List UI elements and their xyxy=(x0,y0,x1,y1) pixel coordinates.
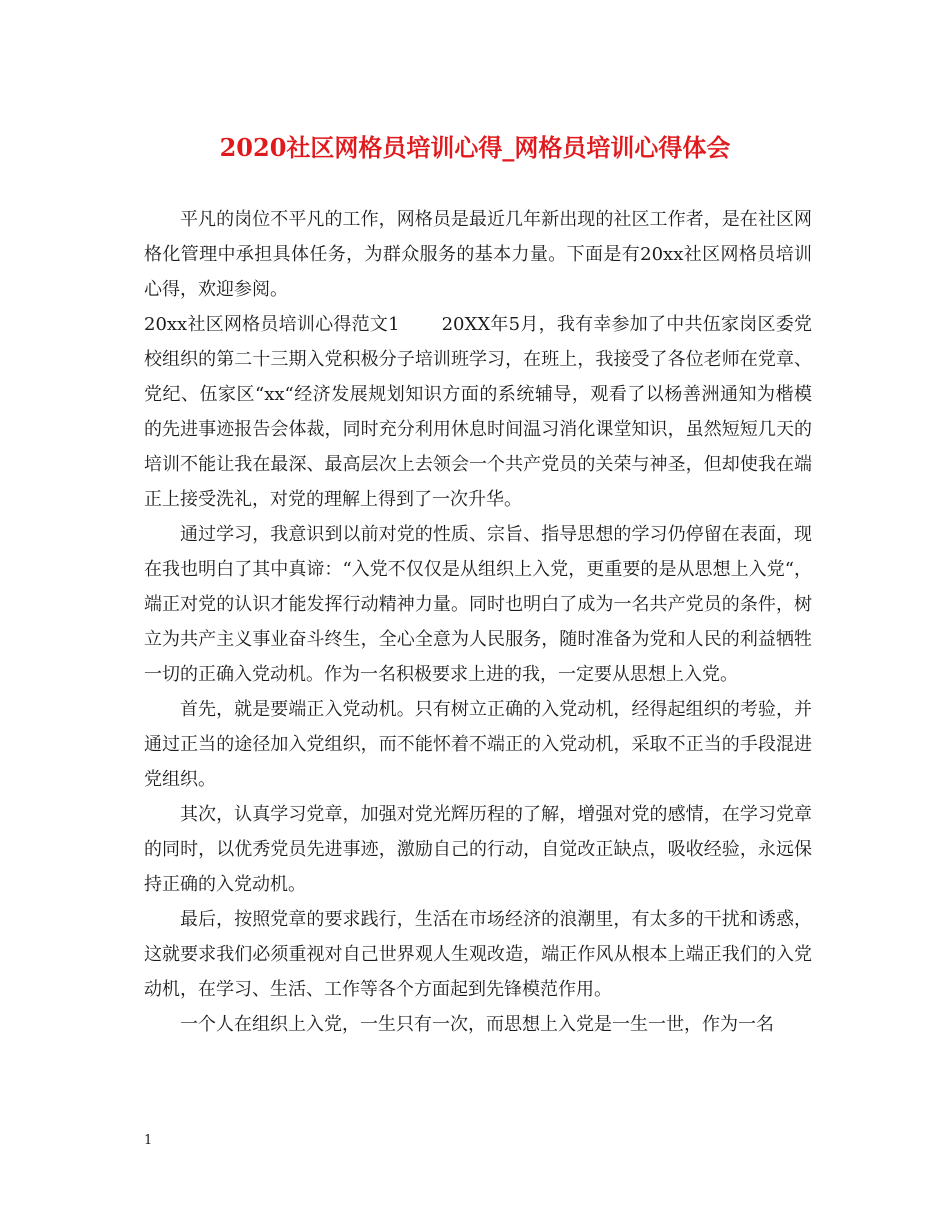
body-paragraph: 首先，就是要端正入党动机。只有树立正确的入党动机，经得起组织的考验，并通过正当的途径加入党组织，而不能怀着不端正的入党动机，采取不正当的手段混进党组织。 xyxy=(144,699,812,790)
document-title: 2020社区网格员培训心得_网格员培训心得体会 xyxy=(219,133,731,162)
body-paragraph: 通过学习，我意识到以前对党的性质、宗旨、指导思想的学习仍停留在表面，现在我也明白了其中真谛：“入党不仅仅是从组织上入党，更重要的是从思想上入党“，端正对党的认识才能发挥行动精神力量。同时也明白了成为一名共产党员的条件，树立为共产主义事业奋斗终生，全心全意为人民服务，随时准备为党和人民的利益牺牲一切的正确入党动机。作为一名积极要求上进的我，一定要从思想上入党。 xyxy=(144,524,812,685)
body-paragraph: 其次，认真学习党章，加强对党光辉历程的了解，增强对党的感情，在学习党章的同时，以优秀党员先进事迹，激励自己的行动，自觉改正缺点，吸收经验，永远保持正确的入党动机。 xyxy=(144,804,812,895)
body-paragraph: 最后，按照党章的要求践行，生活在市场经济的浪潮里，有太多的干扰和诱惑，这就要求我们必须重视对自己世界观人生观改造，端正作风从根本上端正我们的入党动机，在学习、生活、工作等各个方面起到先锋模范作用。 xyxy=(144,909,812,1000)
document-body xyxy=(144,202,812,1042)
sample-heading: 20xx社区网格员培训心得范文1 xyxy=(144,314,400,335)
intro-paragraph: 平凡的岗位不平凡的工作，网格员是最近几年新出现的社区工作者，是在社区网格化管理中承担具体任务，为群众服务的基本力量。下面是有20xx社区网格员培训心得，欢迎参阅。 xyxy=(144,209,812,300)
sample-paragraph xyxy=(144,307,812,517)
sample-text: 20XX年5月，我有幸参加了中共伍家岗区委党校组织的第二十三期入党积极分子培训班学习，在班上，我接受了各位老师在党章、党纪、伍家区“xx“经济发展规划知识方面的系统辅导，观看了以杨善洲通知为楷模的先进事迹报告会体裁，同时充分利用休息时间温习消化课堂知识，虽然短短几天的培训不能让我在最深、最高层次上去领会一个共产党员的关荣与神圣，但却使我在端正上接受洗礼，对党的理解上得到了一次升华。 xyxy=(144,314,812,510)
body-paragraph: 一个人在组织上入党，一生只有一次，而思想上入党是一生一世，作为一名 xyxy=(180,1014,774,1035)
page-number: 1 xyxy=(144,1133,153,1148)
